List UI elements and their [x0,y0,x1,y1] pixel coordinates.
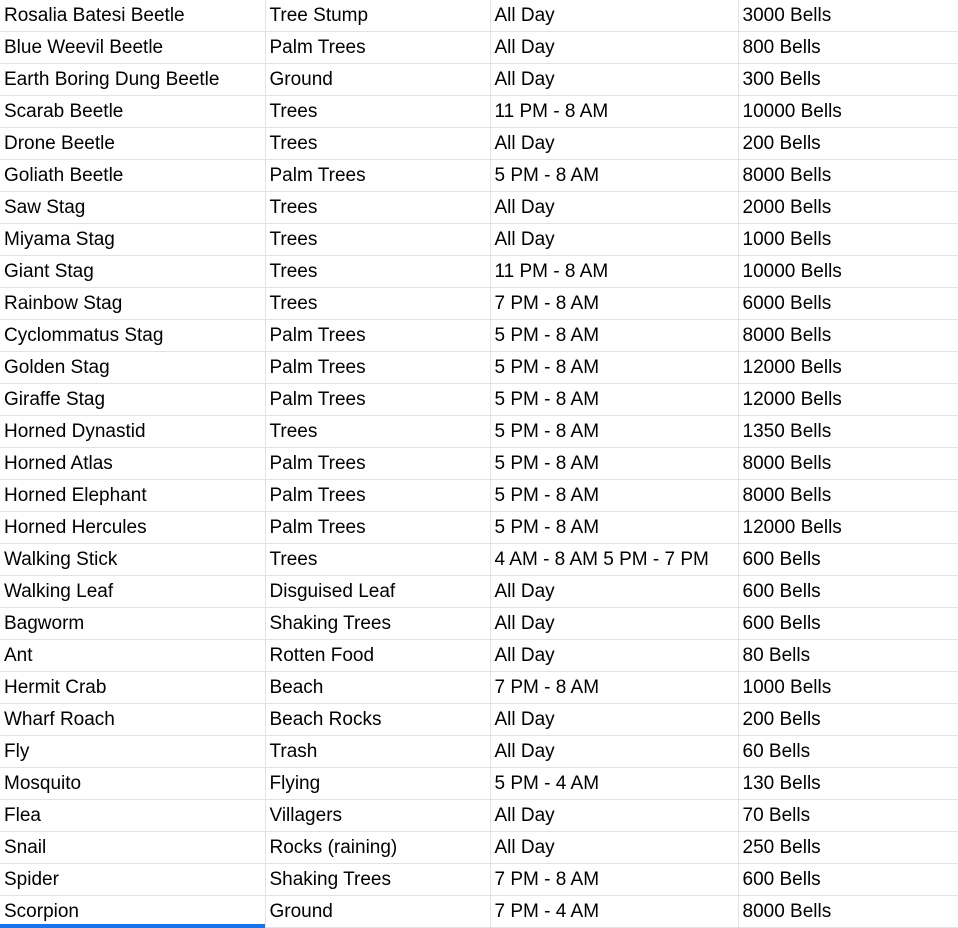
table-row [0,544,958,576]
cell-location[interactable]: Disguised Leaf [265,576,490,608]
cell-location[interactable]: Palm Trees [265,384,490,416]
cell-location[interactable]: Trees [265,256,490,288]
table-row [0,768,958,800]
table-row [0,640,958,672]
cell-time[interactable]: 5 PM - 8 AM [490,160,738,192]
table-row [0,160,958,192]
cell-time[interactable]: All Day [490,32,738,64]
cell-time[interactable]: 5 PM - 8 AM [490,384,738,416]
cell-time[interactable]: All Day [490,192,738,224]
cell-name[interactable]: Rainbow Stag [0,288,265,320]
cell-name[interactable]: Horned Dynastid [0,416,265,448]
cell-name[interactable]: Giant Stag [0,256,265,288]
cell-location[interactable]: Trees [265,224,490,256]
cell-location[interactable]: Trash [265,736,490,768]
cell-price[interactable]: 70 Bells [738,800,958,832]
cell-location[interactable]: Tree Stump [265,0,490,32]
table-row [0,832,958,864]
cell-location[interactable]: Trees [265,416,490,448]
cell-price[interactable]: 6000 Bells [738,288,958,320]
cell-location[interactable]: Palm Trees [265,160,490,192]
cell-time[interactable]: 4 AM - 8 AM 5 PM - 7 PM [490,544,738,576]
cell-name[interactable]: Scorpion [0,896,265,928]
cell-name[interactable]: Rosalia Batesi Beetle [0,0,265,32]
cell-location[interactable]: Palm Trees [265,512,490,544]
cell-price[interactable]: 60 Bells [738,736,958,768]
cell-location[interactable]: Trees [265,96,490,128]
cell-time[interactable]: All Day [490,704,738,736]
cell-price[interactable]: 8000 Bells [738,160,958,192]
cell-name[interactable]: Ant [0,640,265,672]
cell-name[interactable]: Golden Stag [0,352,265,384]
cell-location[interactable]: Rocks (raining) [265,832,490,864]
cell-price[interactable]: 12000 Bells [738,512,958,544]
cell-time[interactable]: All Day [490,0,738,32]
cell-name[interactable]: Cyclommatus Stag [0,320,265,352]
table-row [0,896,958,928]
cell-price[interactable]: 600 Bells [738,576,958,608]
cell-location[interactable]: Trees [265,192,490,224]
cell-time[interactable]: 7 PM - 8 AM [490,288,738,320]
cell-time[interactable]: All Day [490,64,738,96]
cell-price[interactable]: 1000 Bells [738,672,958,704]
cell-time[interactable]: All Day [490,800,738,832]
cell-name[interactable]: Scarab Beetle [0,96,265,128]
cell-name[interactable]: Horned Atlas [0,448,265,480]
cell-price[interactable]: 250 Bells [738,832,958,864]
cell-location[interactable]: Palm Trees [265,32,490,64]
cell-name[interactable]: Walking Leaf [0,576,265,608]
cell-time[interactable]: All Day [490,608,738,640]
cell-price[interactable]: 600 Bells [738,608,958,640]
cell-time[interactable]: All Day [490,832,738,864]
cell-time[interactable]: 5 PM - 8 AM [490,320,738,352]
table-row [0,416,958,448]
cell-price[interactable]: 10000 Bells [738,256,958,288]
cell-time[interactable]: 11 PM - 8 AM [490,96,738,128]
cell-time[interactable]: 5 PM - 8 AM [490,416,738,448]
table-row [0,736,958,768]
table-row [0,704,958,736]
cell-name[interactable]: Fly [0,736,265,768]
cell-time[interactable]: 7 PM - 4 AM [490,896,738,928]
cell-name[interactable]: Goliath Beetle [0,160,265,192]
table-row [0,352,958,384]
table-row [0,128,958,160]
cell-price[interactable]: 600 Bells [738,544,958,576]
table-row [0,224,958,256]
cell-location[interactable]: Shaking Trees [265,608,490,640]
cell-price[interactable]: 300 Bells [738,64,958,96]
cell-price[interactable]: 8000 Bells [738,320,958,352]
selected-cell-indicator [0,924,265,928]
table-row [0,576,958,608]
table-row [0,384,958,416]
cell-name[interactable]: Earth Boring Dung Beetle [0,64,265,96]
cell-name[interactable]: Bagworm [0,608,265,640]
cell-time[interactable]: All Day [490,736,738,768]
cell-name[interactable]: Saw Stag [0,192,265,224]
cell-price[interactable]: 1000 Bells [738,224,958,256]
cell-location[interactable]: Palm Trees [265,352,490,384]
cell-time[interactable]: 5 PM - 8 AM [490,352,738,384]
cell-name[interactable]: Horned Hercules [0,512,265,544]
cell-location[interactable]: Palm Trees [265,480,490,512]
cell-location[interactable]: Palm Trees [265,448,490,480]
cell-price[interactable]: 80 Bells [738,640,958,672]
cell-price[interactable]: 1350 Bells [738,416,958,448]
table-row [0,800,958,832]
cell-location[interactable]: Ground [265,896,490,928]
cell-location[interactable]: Palm Trees [265,320,490,352]
table-row [0,96,958,128]
cell-price[interactable]: 3000 Bells [738,0,958,32]
cell-name[interactable]: Giraffe Stag [0,384,265,416]
cell-name[interactable]: Blue Weevil Beetle [0,32,265,64]
cell-time[interactable]: 5 PM - 4 AM [490,768,738,800]
cell-time[interactable]: All Day [490,576,738,608]
table-row [0,320,958,352]
table-row [0,512,958,544]
cell-time[interactable]: 7 PM - 8 AM [490,864,738,896]
cell-location[interactable]: Trees [265,288,490,320]
cell-name[interactable]: Walking Stick [0,544,265,576]
cell-location[interactable]: Beach Rocks [265,704,490,736]
table-row [0,448,958,480]
table-row [0,288,958,320]
cell-price[interactable]: 200 Bells [738,128,958,160]
cell-name[interactable]: Snail [0,832,265,864]
cell-price[interactable]: 600 Bells [738,864,958,896]
cell-location[interactable]: Shaking Trees [265,864,490,896]
cell-price[interactable]: 10000 Bells [738,96,958,128]
cell-location[interactable]: Villagers [265,800,490,832]
cell-price[interactable]: 8000 Bells [738,480,958,512]
cell-price[interactable]: 8000 Bells [738,448,958,480]
cell-name[interactable]: Drone Beetle [0,128,265,160]
table-row [0,864,958,896]
table-row [0,64,958,96]
cell-time[interactable]: 7 PM - 8 AM [490,672,738,704]
cell-location[interactable]: Trees [265,544,490,576]
cell-time[interactable]: 5 PM - 8 AM [490,448,738,480]
cell-time[interactable]: All Day [490,224,738,256]
cell-time[interactable]: All Day [490,640,738,672]
cell-time[interactable]: 11 PM - 8 AM [490,256,738,288]
cell-price[interactable]: 200 Bells [738,704,958,736]
cell-location[interactable]: Flying [265,768,490,800]
cell-price[interactable]: 12000 Bells [738,384,958,416]
cell-price[interactable]: 2000 Bells [738,192,958,224]
cell-location[interactable]: Beach [265,672,490,704]
cell-price[interactable]: 8000 Bells [738,896,958,928]
cell-name[interactable]: Spider [0,864,265,896]
cell-time[interactable]: 5 PM - 8 AM [490,480,738,512]
table-row [0,256,958,288]
cell-name[interactable]: Flea [0,800,265,832]
table-row [0,32,958,64]
cell-name[interactable]: Mosquito [0,768,265,800]
cell-price[interactable]: 800 Bells [738,32,958,64]
cell-name[interactable]: Miyama Stag [0,224,265,256]
cell-location[interactable]: Ground [265,64,490,96]
cell-location[interactable]: Trees [265,128,490,160]
cell-name[interactable]: Hermit Crab [0,672,265,704]
cell-time[interactable]: All Day [490,128,738,160]
table-row [0,672,958,704]
cell-time[interactable]: 5 PM - 8 AM [490,512,738,544]
table-row [0,192,958,224]
table-row [0,480,958,512]
table-row [0,608,958,640]
cell-name[interactable]: Horned Elephant [0,480,265,512]
cell-price[interactable]: 130 Bells [738,768,958,800]
cell-location[interactable]: Rotten Food [265,640,490,672]
table-row [0,0,958,32]
cell-price[interactable]: 12000 Bells [738,352,958,384]
cell-name[interactable]: Wharf Roach [0,704,265,736]
